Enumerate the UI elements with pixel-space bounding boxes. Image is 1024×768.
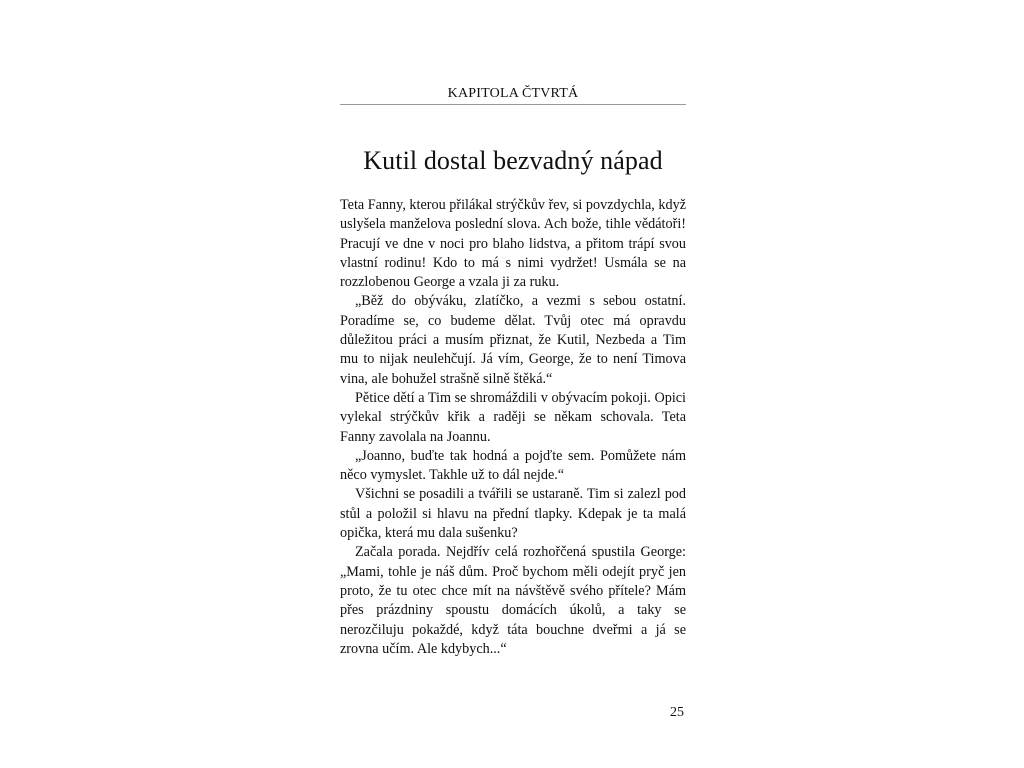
page-number: 25 (670, 705, 684, 720)
chapter-title: Kutil dostal bezvadný nápad (363, 146, 663, 175)
book-page (340, 0, 686, 768)
header-divider (340, 104, 686, 105)
paragraph: Začala porada. Nejdřív celá rozhořčená spustila George: „Mami, tohle je náš dům. Proč bychom měli odejít pryč jen proto, že tu otec chce mít na návštěvě svého přítele? Mám přes prázdniny spoustu domácích úkolů, a taky se nerozčiluju pokaždé, když táta bouchne dveřmi a já se zrovna učím. Ale kdybych...“ (340, 544, 686, 657)
running-header: KAPITOLA ČTVRTÁ (447, 86, 579, 101)
paragraph: „Běž do obýváku, zlatíčko, a vezmi s sebou ostatní. Poradíme se, co budeme dělat. Tvůj otec má opravdu důležitou práci a musím přiznat, že Kutil, Nezbeda a Tim mu to nijak neulehčují. Já vím, George, že to není Timova vina, ale bohužel strašně silně štěká.“ (340, 293, 686, 387)
paragraph: Pětice dětí a Tim se shromáždili v obývacím pokoji. Opici vylekal strýčkův křik a raději se někam schovala. Teta Fanny zavolala na Joannu. (340, 389, 686, 445)
chapter-body (340, 196, 686, 659)
paragraph: „Joanno, buďte tak hodná a pojďte sem. Pomůžete nám něco vymyslet. Takhle už to dál nejde.“ (340, 447, 686, 484)
paragraph: Teta Fanny, kterou přilákal strýčkův řev, si povzdychla, když uslyšela manželova poslední slova. Ach bože, tihle vědátoři! Pracují ve dne v noci pro blaho lidstva, a přitom trápí svou vlastní rodinu! Kdo to má s nimi vydržet! Usmála se na rozzlobenou George a vzala ji za ruku. (340, 197, 686, 291)
paragraph: Všichni se posadili a tvářili se ustaraně. Tim si zalezl pod stůl a položil si hlavu na přední tlapky. Kdepak je ta malá opička, která mu dala sušenku? (340, 486, 686, 542)
